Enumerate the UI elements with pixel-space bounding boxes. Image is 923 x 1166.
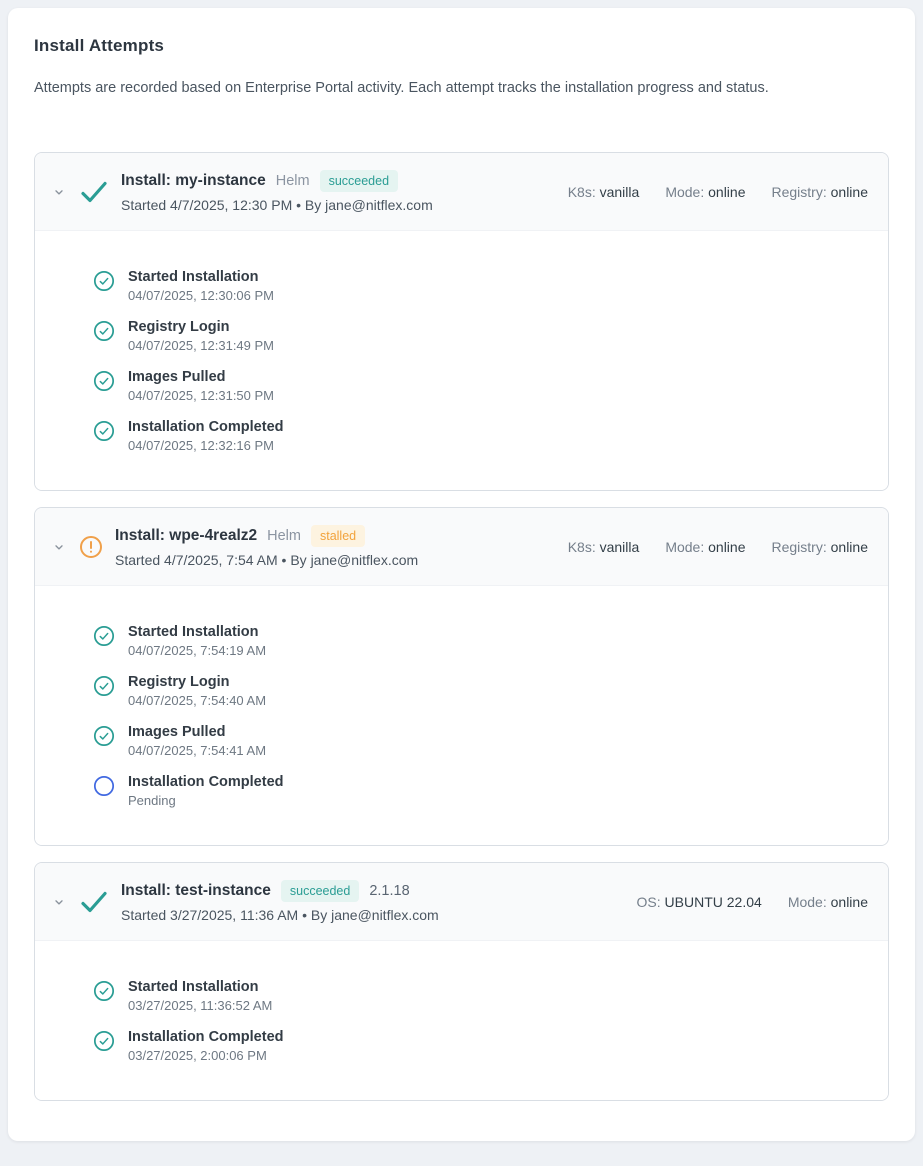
attempts-list <box>34 152 889 1101</box>
step-item <box>93 979 868 1013</box>
meta-label: Registry: <box>771 183 827 200</box>
step-status-icon <box>93 320 115 342</box>
step-name: Images Pulled <box>128 369 226 385</box>
step-name: Images Pulled <box>128 724 226 740</box>
attempt-meta <box>568 184 868 200</box>
step-text <box>128 979 272 1013</box>
attempt-card <box>34 507 889 846</box>
attempt-status-icon <box>79 179 109 205</box>
step-item <box>93 419 868 453</box>
attempt-status-icon <box>79 535 103 559</box>
meta-item <box>788 894 868 910</box>
attempt-title-block <box>121 170 548 214</box>
attempt-status-icon <box>79 889 109 915</box>
step-status-icon <box>93 370 115 392</box>
step-item <box>93 674 868 708</box>
step-name: Installation Completed <box>128 774 284 790</box>
meta-item <box>665 184 745 200</box>
step-status-icon <box>93 980 115 1002</box>
page-title: Install Attempts <box>34 36 165 55</box>
meta-item <box>568 539 640 555</box>
step-status-icon <box>93 625 115 647</box>
meta-value: online <box>708 538 746 555</box>
meta-label: K8s: <box>567 538 596 555</box>
attempt-steps <box>35 941 888 1100</box>
step-status-icon <box>93 775 115 797</box>
step-text <box>128 674 266 708</box>
step-text <box>128 419 284 453</box>
step-timestamp: 04/07/2025, 12:32:16 PM <box>128 438 275 453</box>
attempt-card <box>34 862 889 1101</box>
meta-label: K8s: <box>567 183 596 200</box>
status-badge: stalled <box>311 525 365 548</box>
step-timestamp: 03/27/2025, 2:00:06 PM <box>128 1048 267 1063</box>
attempt-steps <box>35 586 888 845</box>
attempt-header[interactable] <box>35 153 888 231</box>
step-text <box>128 319 274 353</box>
step-status-icon <box>93 270 115 292</box>
attempt-version: 2.1.18 <box>369 883 410 899</box>
step-item <box>93 369 868 403</box>
step-status-icon <box>93 725 115 747</box>
step-item <box>93 724 868 758</box>
meta-item <box>568 184 640 200</box>
step-item <box>93 624 868 658</box>
attempt-meta <box>568 539 868 555</box>
step-name: Installation Completed <box>128 419 284 435</box>
meta-value: online <box>708 183 746 200</box>
step-timestamp: 03/27/2025, 11:36:52 AM <box>128 998 273 1013</box>
step-status-icon <box>93 675 115 697</box>
meta-label: Mode: <box>665 183 705 200</box>
chevron-down-icon[interactable] <box>53 186 65 198</box>
meta-label: Mode: <box>665 538 705 555</box>
attempt-title: Install: wpe-4realz2 <box>115 527 258 544</box>
attempt-meta <box>637 894 868 910</box>
install-attempts-panel <box>8 8 915 1141</box>
meta-value: vanilla <box>599 538 640 555</box>
meta-value: online <box>830 893 868 910</box>
attempt-header[interactable] <box>35 508 888 586</box>
step-timestamp: 04/07/2025, 12:31:50 PM <box>128 388 275 403</box>
attempt-started-line: Started 4/7/2025, 7:54 AM • By jane@nitflex.com <box>115 552 419 569</box>
step-name: Registry Login <box>128 674 230 690</box>
step-timestamp: Pending <box>128 793 176 808</box>
meta-label: Registry: <box>771 538 827 555</box>
status-badge: succeeded <box>320 170 398 193</box>
step-item <box>93 319 868 353</box>
step-status-icon <box>93 420 115 442</box>
step-text <box>128 1029 284 1063</box>
step-timestamp: 04/07/2025, 7:54:40 AM <box>128 693 267 708</box>
meta-item <box>772 539 869 555</box>
chevron-down-icon[interactable] <box>53 896 65 908</box>
attempt-card <box>34 152 889 491</box>
step-text <box>128 269 274 303</box>
step-name: Registry Login <box>128 319 230 335</box>
step-timestamp: 04/07/2025, 7:54:19 AM <box>128 643 267 658</box>
step-text <box>128 624 266 658</box>
attempt-title: Install: my-instance <box>121 172 266 189</box>
status-badge: succeeded <box>281 880 359 903</box>
attempt-steps <box>35 231 888 490</box>
step-item <box>93 269 868 303</box>
meta-value: UBUNTU 22.04 <box>664 893 762 910</box>
meta-label: OS: <box>636 893 661 910</box>
attempt-header[interactable] <box>35 863 888 941</box>
attempt-started-line: Started 4/7/2025, 12:30 PM • By jane@nitflex.com <box>121 197 433 214</box>
meta-item <box>665 539 745 555</box>
attempt-method: Helm <box>267 528 301 544</box>
step-timestamp: 04/07/2025, 12:30:06 PM <box>128 288 275 303</box>
step-name: Installation Completed <box>128 1029 284 1045</box>
step-name: Started Installation <box>128 979 259 995</box>
meta-value: online <box>830 538 868 555</box>
attempt-title-block <box>121 880 617 924</box>
meta-item <box>637 894 762 910</box>
meta-item <box>772 184 869 200</box>
step-name: Started Installation <box>128 269 259 285</box>
attempt-title-block <box>115 525 548 569</box>
meta-label: Mode: <box>787 893 827 910</box>
attempt-method: Helm <box>275 173 310 189</box>
step-timestamp: 04/07/2025, 7:54:41 AM <box>128 743 267 758</box>
step-text <box>128 724 266 758</box>
page-description: Attempts are recorded based on Enterprise Portal activity. Each attempt tracks the installation progress and status. <box>34 80 769 96</box>
attempt-title: Install: test-instance <box>121 882 271 899</box>
meta-value: vanilla <box>599 183 640 200</box>
step-timestamp: 04/07/2025, 12:31:49 PM <box>128 338 275 353</box>
step-text <box>128 369 274 403</box>
step-item <box>93 1029 868 1063</box>
step-item <box>93 774 868 808</box>
attempt-started-line: Started 3/27/2025, 11:36 AM • By jane@nitflex.com <box>121 907 439 924</box>
chevron-down-icon[interactable] <box>53 541 65 553</box>
step-text <box>128 774 284 808</box>
step-name: Started Installation <box>128 624 259 640</box>
step-status-icon <box>93 1030 115 1052</box>
meta-value: online <box>830 183 868 200</box>
